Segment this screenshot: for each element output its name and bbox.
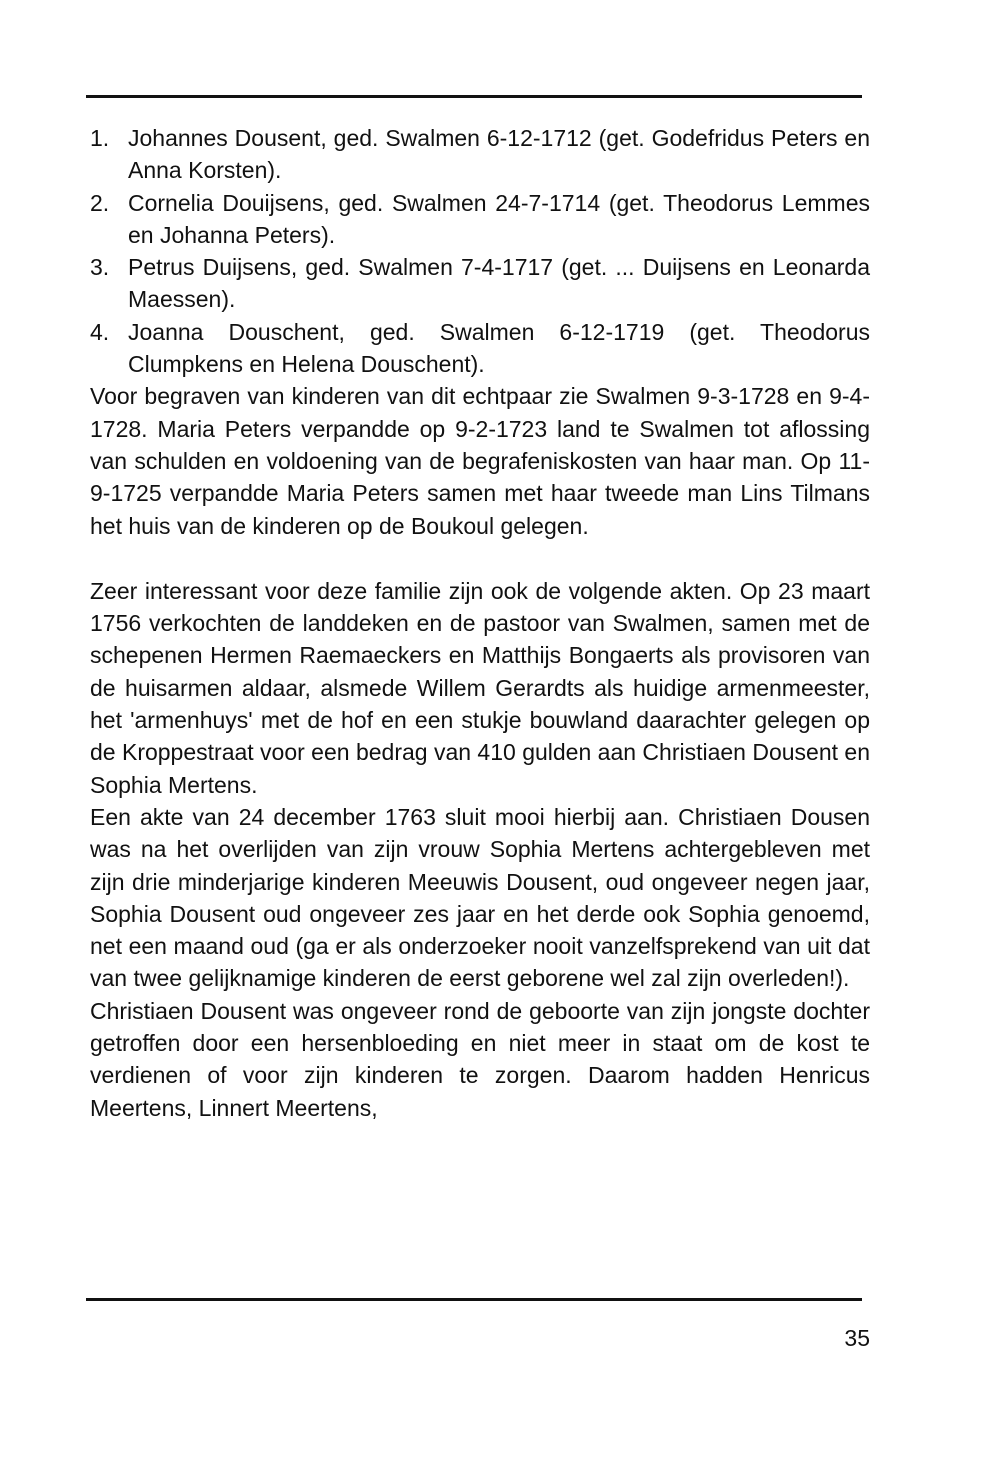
list-item	[90, 187, 870, 252]
list-item	[90, 251, 870, 316]
list-item-number: 4.	[90, 318, 110, 345]
list-item-number: 1.	[90, 125, 110, 151]
list-item-number: 3.	[90, 254, 110, 281]
list-item-text: Petrus Duijsens, ged. Swalmen 7-4-1717 (get. ... Duijsens en Leonarda Maessen).	[128, 254, 870, 313]
list-item-text: Johannes Dousent, ged. Swalmen 6-12-1712 (get. Godefridus Peters en Anna Korsten).	[128, 125, 870, 184]
page-body	[90, 122, 870, 1124]
page-number: 35	[844, 1325, 870, 1351]
list-item-text: Joanna Douschent, ged. Swalmen 6-12-1719 (get. Theodorus Clumpkens en Helena Douschent).	[128, 318, 870, 378]
paragraph-armenhuys: Zeer interessant voor deze familie zijn ook de volgende akten. Op 23 maart 1756 verkochten de landdeken en de pastoor van Swalmen, samen met de schepenen Hermen Raemaeckers en Matthijs Bongaerts als provisoren van de huisarmen aldaar, alsmede Willem Gerardts als huidige armenmeester, het 'armenhuys' met de hof en een stukje bouwland daarachter gelegen op de Kroppestraat voor een bedrag van 410 gulden aan Christiaen Dousent en Sophia Mertens.	[90, 577, 870, 798]
paragraph-burials: Voor begraven van kinderen van dit echtpaar zie Swalmen 9-3-1728 en 9-4-1728. Maria Peters verpandde op 9-2-1723 land te Swalmen tot aflossing van schulden en voldoening van de begrafeniskosten van haar man. Op 11-9-1725 verpandde Maria Peters samen met haar tweede man Lins Tilmans het huis van de kinderen op de Boukoul gelegen.	[90, 383, 870, 539]
paragraph-akte-1763: Een akte van 24 december 1763 sluit mooi hierbij aan. Christiaen Dousen was na het overlijden van zijn vrouw Sophia Mertens achtergebleven met zijn drie minderjarige kinderen Meeuwis Dousent, oud ongeveer negen jaar, Sophia Dousent oud ongeveer zes jaar en het derde ook Sophia genoemd, net een maand oud (ga er als onderzoeker nooit vanzelfsprekend van uit dat van twee gelijknamige kinderen de eerst geborene wel zal zijn overleden!).	[90, 803, 870, 992]
list-item-text: Cornelia Douijsens, ged. Swalmen 24-7-1714 (get. Theodorus Lemmes en Johanna Peters).	[128, 189, 870, 248]
list-item-number: 2.	[90, 189, 110, 216]
paragraph-hersenbloeding: Christiaen Dousent was ongeveer rond de geboorte van zijn jongste dochter getroffen door een hersenbloeding en niet meer in staat om de kost te verdienen of voor zijn kinderen te zorgen. Daarom hadden Henricus Meertens, Linnert Meertens,	[90, 997, 870, 1121]
top-rule	[86, 95, 862, 98]
paragraph-gap	[90, 542, 870, 575]
baptism-list	[90, 122, 870, 380]
bottom-rule	[86, 1298, 862, 1301]
list-item	[90, 122, 870, 187]
list-item	[90, 316, 870, 381]
